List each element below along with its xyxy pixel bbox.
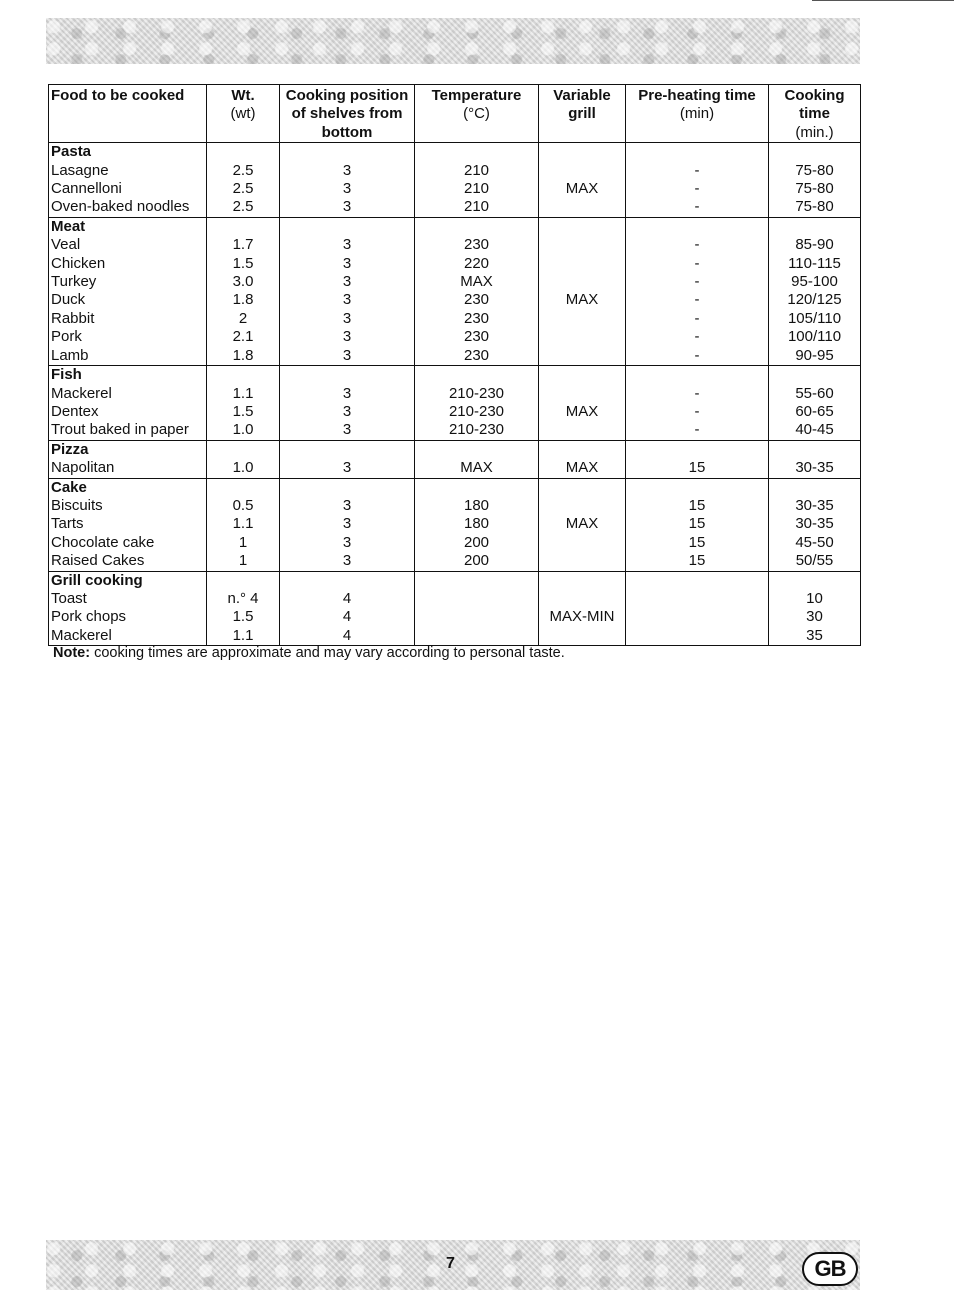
table-row — [49, 497, 861, 515]
empty-cell — [769, 478, 861, 497]
table-header-row — [49, 85, 861, 143]
food-name-cell: Lasagne — [49, 162, 207, 180]
grill-cell — [539, 627, 626, 646]
shelf-position-cell: 4 — [280, 590, 415, 608]
empty-cell — [539, 366, 626, 385]
temperature-cell: 220 — [415, 255, 539, 273]
empty-cell — [769, 143, 861, 162]
grill-cell — [539, 328, 626, 346]
cooking-time-cell: 105/110 — [769, 310, 861, 328]
cooking-time-cell: 30-35 — [769, 459, 861, 478]
preheat-cell: 15 — [626, 515, 769, 533]
food-name-cell: Chocolate cake — [49, 534, 207, 552]
weight-cell: 1.5 — [207, 255, 280, 273]
note-label: Note: — [53, 645, 91, 661]
grill-cell — [539, 590, 626, 608]
shelf-position-cell: 3 — [280, 497, 415, 515]
weight-cell: 1 — [207, 552, 280, 571]
header-temperature: Temperature (°C) — [415, 85, 539, 143]
category-row — [49, 478, 861, 497]
grill-cell — [539, 385, 626, 403]
preheat-cell: - — [626, 236, 769, 254]
table-row — [49, 236, 861, 254]
weight-cell: 2 — [207, 310, 280, 328]
category-row — [49, 217, 861, 236]
temperature-cell — [415, 627, 539, 646]
grill-cell — [539, 497, 626, 515]
empty-cell — [626, 143, 769, 162]
food-name-cell: Mackerel — [49, 385, 207, 403]
preheat-cell: - — [626, 180, 769, 198]
preheat-cell: - — [626, 403, 769, 421]
shelf-position-cell: 3 — [280, 459, 415, 478]
table-row — [49, 552, 861, 571]
preheat-cell: - — [626, 291, 769, 309]
empty-cell — [626, 571, 769, 590]
table-row — [49, 198, 861, 217]
preheat-cell — [626, 590, 769, 608]
shelf-position-cell: 3 — [280, 162, 415, 180]
page-number: 7 — [446, 1255, 455, 1272]
table-row — [49, 590, 861, 608]
category-label: Cake — [49, 478, 207, 497]
preheat-cell: 15 — [626, 459, 769, 478]
food-name-cell: Cannelloni — [49, 180, 207, 198]
preheat-cell: - — [626, 347, 769, 366]
preheat-cell — [626, 627, 769, 646]
weight-cell: 1.5 — [207, 403, 280, 421]
header-shelf-position: Cooking position of shelves from bottom — [280, 85, 415, 143]
shelf-position-cell: 3 — [280, 198, 415, 217]
shelf-position-cell: 3 — [280, 534, 415, 552]
weight-cell: 1.0 — [207, 421, 280, 440]
grill-cell — [539, 255, 626, 273]
table-row — [49, 515, 861, 533]
shelf-position-cell: 3 — [280, 273, 415, 291]
cooking-time-cell: 35 — [769, 627, 861, 646]
temperature-cell: 200 — [415, 552, 539, 571]
category-label: Fish — [49, 366, 207, 385]
temperature-cell: 210 — [415, 180, 539, 198]
food-name-cell: Toast — [49, 590, 207, 608]
empty-cell — [769, 366, 861, 385]
grill-cell: MAX — [539, 291, 626, 309]
cooking-time-cell: 75-80 — [769, 198, 861, 217]
weight-cell: 1.1 — [207, 385, 280, 403]
empty-cell — [415, 366, 539, 385]
grill-cell — [539, 534, 626, 552]
weight-cell: n.° 4 — [207, 590, 280, 608]
temperature-cell — [415, 590, 539, 608]
cooking-time-cell: 75-80 — [769, 162, 861, 180]
empty-cell — [415, 440, 539, 459]
cooking-time-cell: 30-35 — [769, 515, 861, 533]
temperature-cell: 180 — [415, 497, 539, 515]
cooking-time-cell: 10 — [769, 590, 861, 608]
empty-cell — [415, 571, 539, 590]
temperature-cell: 210 — [415, 162, 539, 180]
table-row — [49, 180, 861, 198]
table-row — [49, 385, 861, 403]
preheat-cell: - — [626, 162, 769, 180]
cooking-time-cell: 85-90 — [769, 236, 861, 254]
shelf-position-cell: 3 — [280, 385, 415, 403]
empty-cell — [539, 217, 626, 236]
food-name-cell: Mackerel — [49, 627, 207, 646]
empty-cell — [207, 366, 280, 385]
language-badge: GB — [802, 1252, 858, 1286]
weight-cell: 2.1 — [207, 328, 280, 346]
preheat-cell — [626, 608, 769, 626]
category-row — [49, 440, 861, 459]
temperature-cell: 210 — [415, 198, 539, 217]
shelf-position-cell: 3 — [280, 421, 415, 440]
temperature-cell: 230 — [415, 347, 539, 366]
temperature-cell: MAX — [415, 459, 539, 478]
temperature-cell: 180 — [415, 515, 539, 533]
cooking-time-cell: 75-80 — [769, 180, 861, 198]
shelf-position-cell: 3 — [280, 515, 415, 533]
cooking-time-cell: 55-60 — [769, 385, 861, 403]
shelf-position-cell: 3 — [280, 552, 415, 571]
food-name-cell: Turkey — [49, 273, 207, 291]
weight-cell: 1.7 — [207, 236, 280, 254]
empty-cell — [626, 366, 769, 385]
preheat-cell: - — [626, 328, 769, 346]
empty-cell — [539, 440, 626, 459]
cooking-time-cell: 50/55 — [769, 552, 861, 571]
empty-cell — [626, 217, 769, 236]
table-row — [49, 421, 861, 440]
empty-cell — [280, 440, 415, 459]
category-label: Meat — [49, 217, 207, 236]
grill-cell — [539, 162, 626, 180]
weight-cell: 0.5 — [207, 497, 280, 515]
table-row — [49, 608, 861, 626]
food-name-cell: Chicken — [49, 255, 207, 273]
note-text: cooking times are approximate and may vary according to personal taste. — [90, 645, 565, 661]
shelf-position-cell: 3 — [280, 347, 415, 366]
food-name-cell: Pork — [49, 328, 207, 346]
temperature-cell: 210-230 — [415, 403, 539, 421]
category-label: Pizza — [49, 440, 207, 459]
empty-cell — [769, 217, 861, 236]
temperature-cell: MAX — [415, 273, 539, 291]
empty-cell — [626, 478, 769, 497]
food-name-cell: Oven-baked noodles — [49, 198, 207, 217]
shelf-position-cell: 3 — [280, 255, 415, 273]
empty-cell — [539, 143, 626, 162]
preheat-cell: 15 — [626, 534, 769, 552]
cooking-time-cell: 30 — [769, 608, 861, 626]
weight-cell: 1 — [207, 534, 280, 552]
empty-cell — [207, 478, 280, 497]
cooking-time-cell: 40-45 — [769, 421, 861, 440]
empty-cell — [415, 217, 539, 236]
table-row — [49, 291, 861, 309]
food-name-cell: Napolitan — [49, 459, 207, 478]
food-name-cell: Duck — [49, 291, 207, 309]
cooking-time-cell: 100/110 — [769, 328, 861, 346]
note — [53, 645, 565, 661]
grill-cell — [539, 236, 626, 254]
preheat-cell: - — [626, 255, 769, 273]
empty-cell — [539, 478, 626, 497]
table-row — [49, 255, 861, 273]
category-row — [49, 571, 861, 590]
empty-cell — [207, 143, 280, 162]
temperature-cell: 230 — [415, 291, 539, 309]
empty-cell — [626, 440, 769, 459]
top-rule — [812, 0, 954, 1]
food-name-cell: Raised Cakes — [49, 552, 207, 571]
shelf-position-cell: 3 — [280, 328, 415, 346]
temperature-cell: 230 — [415, 310, 539, 328]
grill-cell: MAX — [539, 515, 626, 533]
table-row — [49, 403, 861, 421]
table-row — [49, 347, 861, 366]
cooking-time-cell: 95-100 — [769, 273, 861, 291]
temperature-cell: 210-230 — [415, 421, 539, 440]
table-row — [49, 459, 861, 478]
weight-cell: 1.8 — [207, 291, 280, 309]
table-row — [49, 273, 861, 291]
preheat-cell: - — [626, 385, 769, 403]
header-cooking-time: Cooking time (min.) — [769, 85, 861, 143]
shelf-position-cell: 3 — [280, 291, 415, 309]
food-name-cell: Dentex — [49, 403, 207, 421]
preheat-cell: 15 — [626, 497, 769, 515]
grill-cell — [539, 421, 626, 440]
grill-cell: MAX — [539, 403, 626, 421]
weight-cell: 2.5 — [207, 198, 280, 217]
temperature-cell: 230 — [415, 328, 539, 346]
preheat-cell: - — [626, 421, 769, 440]
food-name-cell: Trout baked in paper — [49, 421, 207, 440]
weight-cell: 2.5 — [207, 162, 280, 180]
preheat-cell: 15 — [626, 552, 769, 571]
shelf-position-cell: 4 — [280, 627, 415, 646]
food-name-cell: Pork chops — [49, 608, 207, 626]
header-shelf-position-continued — [280, 143, 415, 162]
category-row — [49, 143, 861, 162]
temperature-cell: 210-230 — [415, 385, 539, 403]
cooking-time-cell: 120/125 — [769, 291, 861, 309]
food-name-cell: Rabbit — [49, 310, 207, 328]
header-weight: Wt. (wt) — [207, 85, 280, 143]
food-name-cell: Lamb — [49, 347, 207, 366]
cooking-table — [48, 84, 861, 646]
food-name-cell: Biscuits — [49, 497, 207, 515]
category-label: Grill cooking — [49, 571, 207, 590]
grill-cell — [539, 552, 626, 571]
table-row — [49, 310, 861, 328]
preheat-cell: - — [626, 273, 769, 291]
shelf-position-cell: 3 — [280, 403, 415, 421]
grill-cell: MAX — [539, 180, 626, 198]
table-row — [49, 627, 861, 646]
shelf-position-cell: 3 — [280, 310, 415, 328]
shelf-position-cell: 3 — [280, 180, 415, 198]
empty-cell — [280, 217, 415, 236]
empty-cell — [207, 571, 280, 590]
grill-cell: MAX — [539, 459, 626, 478]
header-food: Food to be cooked — [49, 85, 207, 143]
empty-cell — [769, 571, 861, 590]
temperature-cell: 230 — [415, 236, 539, 254]
food-name-cell: Veal — [49, 236, 207, 254]
grill-cell — [539, 347, 626, 366]
weight-cell: 1.1 — [207, 627, 280, 646]
grill-cell — [539, 273, 626, 291]
cooking-time-cell: 110-115 — [769, 255, 861, 273]
weight-cell: 2.5 — [207, 180, 280, 198]
table-row — [49, 162, 861, 180]
cooking-time-cell: 60-65 — [769, 403, 861, 421]
cooking-time-cell: 90-95 — [769, 347, 861, 366]
category-label: Pasta — [49, 143, 207, 162]
cooking-time-cell: 45-50 — [769, 534, 861, 552]
weight-cell: 3.0 — [207, 273, 280, 291]
grill-cell: MAX-MIN — [539, 608, 626, 626]
weight-cell: 1.5 — [207, 608, 280, 626]
shelf-position-cell: 4 — [280, 608, 415, 626]
weight-cell: 1.8 — [207, 347, 280, 366]
empty-cell — [415, 478, 539, 497]
empty-cell — [769, 440, 861, 459]
empty-cell — [415, 143, 539, 162]
shelf-position-cell: 3 — [280, 236, 415, 254]
empty-cell — [280, 366, 415, 385]
category-row — [49, 366, 861, 385]
table-row — [49, 534, 861, 552]
header-grill: Variable grill — [539, 85, 626, 143]
preheat-cell: - — [626, 198, 769, 217]
empty-cell — [539, 571, 626, 590]
weight-cell: 1.0 — [207, 459, 280, 478]
header-texture-band — [46, 18, 860, 64]
food-name-cell: Tarts — [49, 515, 207, 533]
grill-cell — [539, 310, 626, 328]
grill-cell — [539, 198, 626, 217]
temperature-cell: 200 — [415, 534, 539, 552]
empty-cell — [207, 440, 280, 459]
empty-cell — [207, 217, 280, 236]
weight-cell: 1.1 — [207, 515, 280, 533]
header-preheat: Pre-heating time (min) — [626, 85, 769, 143]
empty-cell — [280, 571, 415, 590]
table-row — [49, 328, 861, 346]
empty-cell — [280, 478, 415, 497]
temperature-cell — [415, 608, 539, 626]
preheat-cell: - — [626, 310, 769, 328]
cooking-time-cell: 30-35 — [769, 497, 861, 515]
